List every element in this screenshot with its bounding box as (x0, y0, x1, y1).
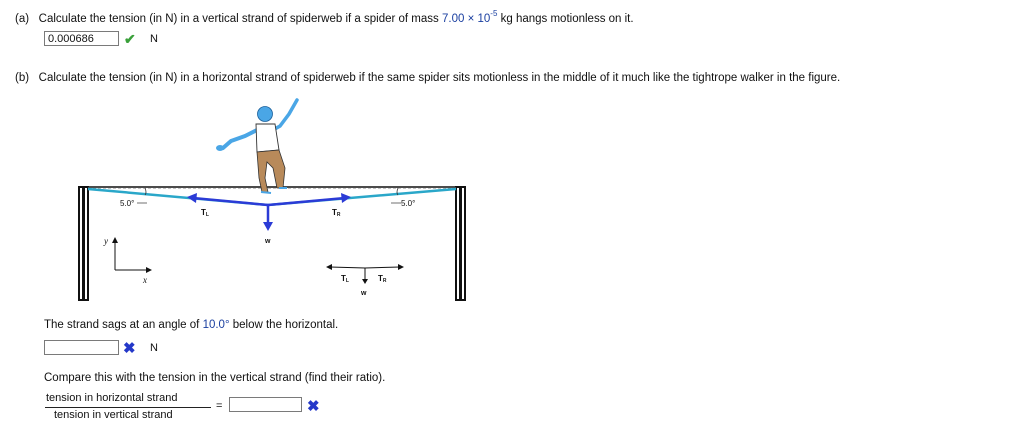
fbd-w: w (361, 290, 367, 297)
answer-b-unit: N (150, 342, 158, 354)
question-a-letter: (a) (15, 13, 30, 25)
ratio-input[interactable] (229, 397, 302, 412)
fbd-tr: TR (378, 274, 387, 284)
compare-statement: Compare this with the tension in the vertical strand (find their ratio). (44, 372, 386, 384)
answer-b-input[interactable] (44, 340, 119, 355)
label-tr: TR (332, 208, 341, 218)
free-body-diagram (326, 264, 404, 297)
label-tl: TL (201, 208, 209, 218)
mass-value: $7.00 \times 10^{-5}$ (442, 9, 498, 25)
tightrope-figure (75, 92, 470, 302)
question-b (15, 72, 840, 84)
tightrope-walker (216, 100, 297, 193)
angle-right-label: 5.0° (401, 199, 416, 208)
axis-x-label: x (143, 275, 147, 285)
label-w: w (265, 238, 271, 245)
sag-angle-value: 10.0° (202, 319, 230, 331)
question-b-text: Calculate the tension (in N) in a horizontal strand of spiderweb if the same spider sits motionless in the middle of it much like the tightrope walker in the figure. (38, 72, 841, 84)
sag-statement: The strand sags at an angle of 10.0° below the horizontal. (44, 319, 339, 331)
arrow-tr (268, 198, 345, 205)
answer-a-unit: N (150, 33, 158, 45)
axis-y-label: y (104, 236, 108, 246)
fraction-bar (45, 407, 211, 408)
ratio-x-icon: ✖ (307, 398, 320, 415)
answer-a-input[interactable] (44, 31, 119, 46)
ratio-numerator: tension in horizontal strand (46, 392, 178, 404)
arrow-tl (193, 198, 268, 205)
angle-left-label: 5.0° (120, 199, 135, 208)
ratio-denominator: tension in vertical strand (54, 409, 173, 421)
question-a-text: Calculate the tension (in N) in a vertical strand of spiderweb if a spider of mass (38, 13, 439, 25)
question-a-text-after: kg hangs motionless on it. (500, 13, 634, 25)
fbd-tl: TL (341, 274, 349, 284)
question-b-letter: (b) (15, 72, 30, 84)
question-a (15, 9, 634, 25)
equals-sign: = (216, 400, 223, 412)
x-icon: ✖ (123, 340, 136, 357)
check-icon: ✔ (124, 31, 136, 47)
